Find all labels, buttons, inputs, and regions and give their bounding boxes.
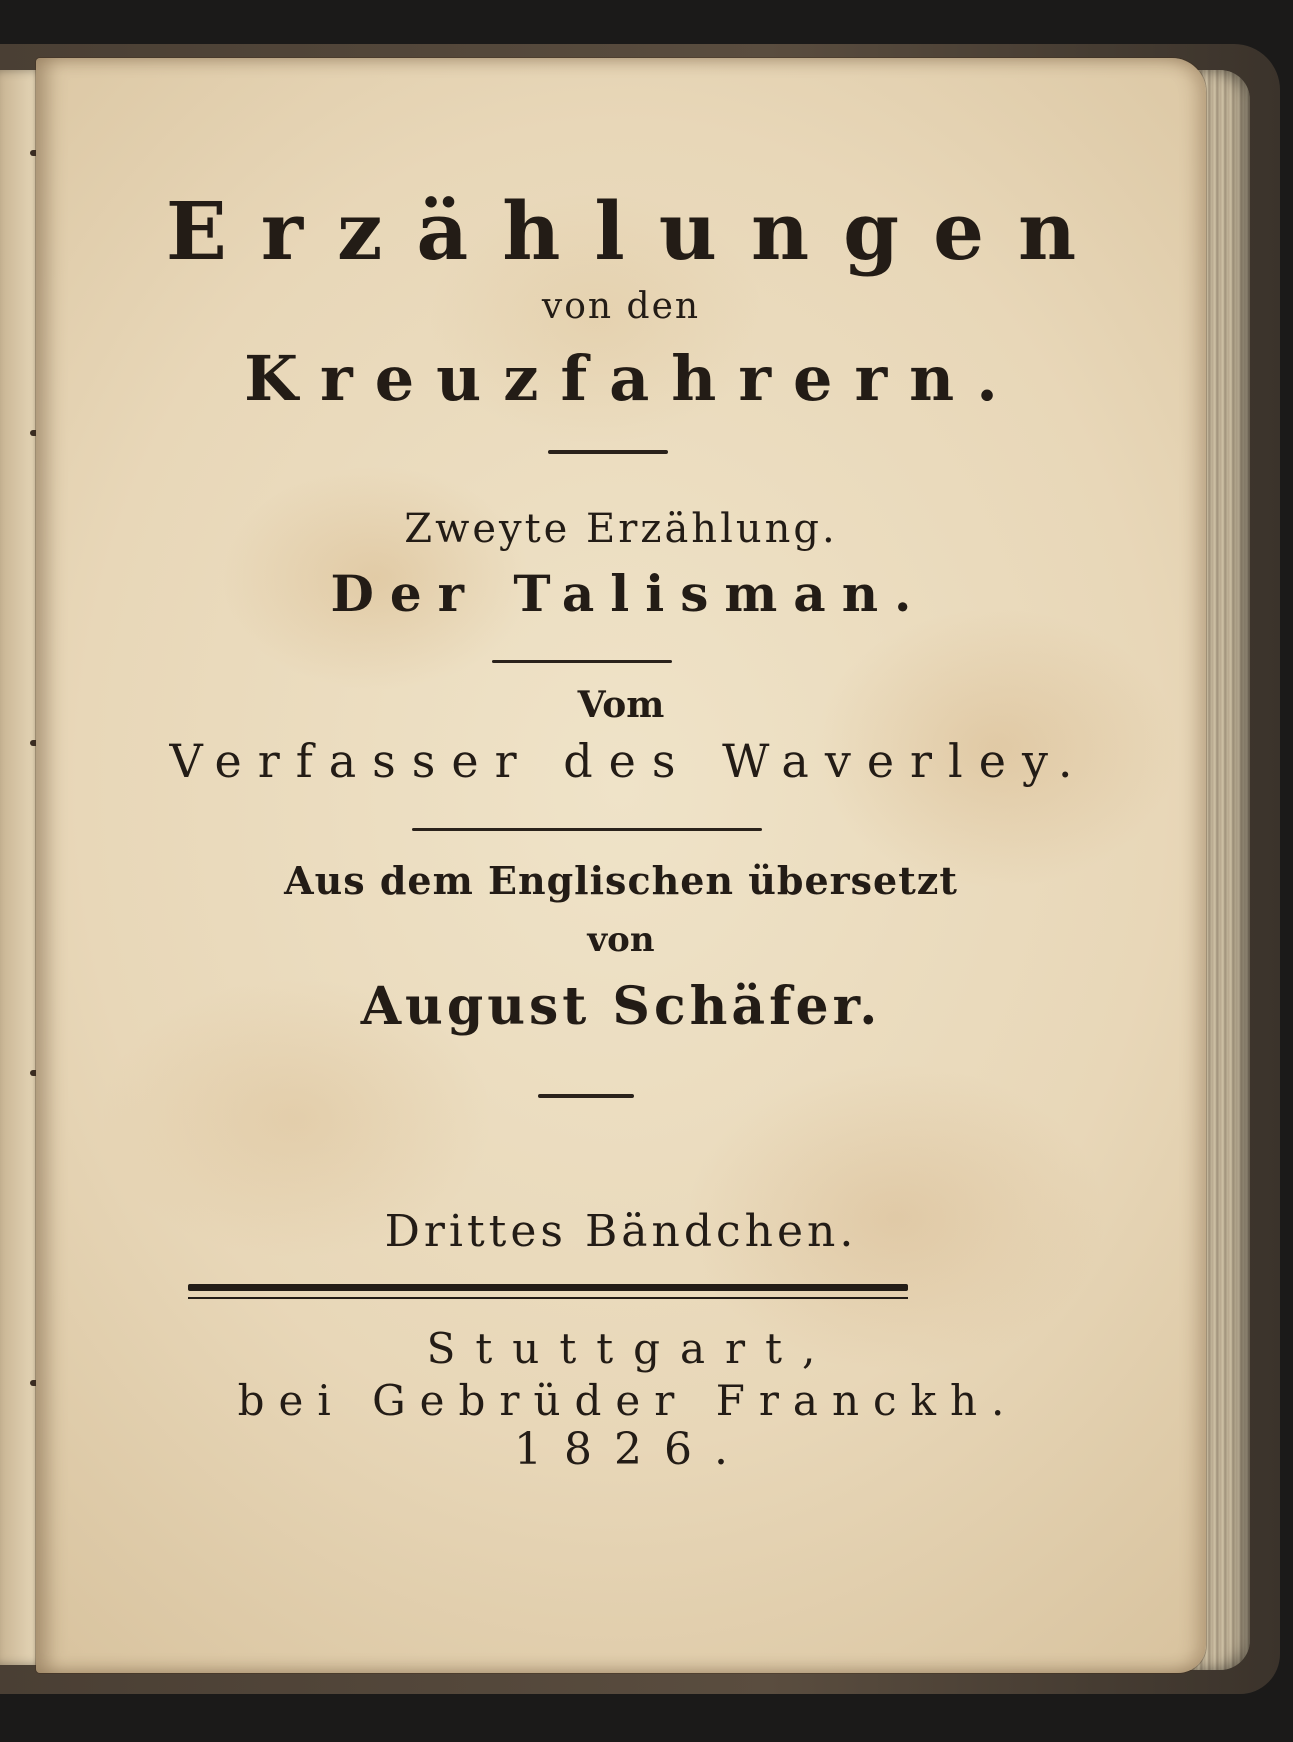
story-title: Der Talisman. [330,564,928,623]
author-line: Verfasser des Waverley. [169,734,1089,788]
translation-note: Aus dem Englischen übersetzt [284,858,958,903]
by-line: Vom [577,684,665,726]
imprint-city: Stuttgart, [426,1324,836,1373]
imprint-year: 1826. [514,1424,750,1475]
imprint-rule-thin [188,1297,908,1299]
ornamental-rule [538,1094,634,1098]
book-title-second-line: Kreuzfahrern. [244,342,1020,415]
ornamental-rule [492,660,672,663]
volume-label: Drittes Bändchen. [384,1206,858,1257]
translator-name: August Schäfer. [360,976,882,1037]
ornamental-rule [548,450,668,454]
translator-connector: von [587,920,655,960]
imprint-rule-thick [188,1284,908,1291]
book-title: Erzählungen [165,184,1111,278]
ornamental-rule [412,828,762,831]
title-page [36,58,1206,1673]
story-label: Zweyte Erzählung. [404,506,838,552]
imprint-publisher: bei Gebrüder Franckh. [237,1376,1019,1425]
title-connector: von den [541,286,701,327]
